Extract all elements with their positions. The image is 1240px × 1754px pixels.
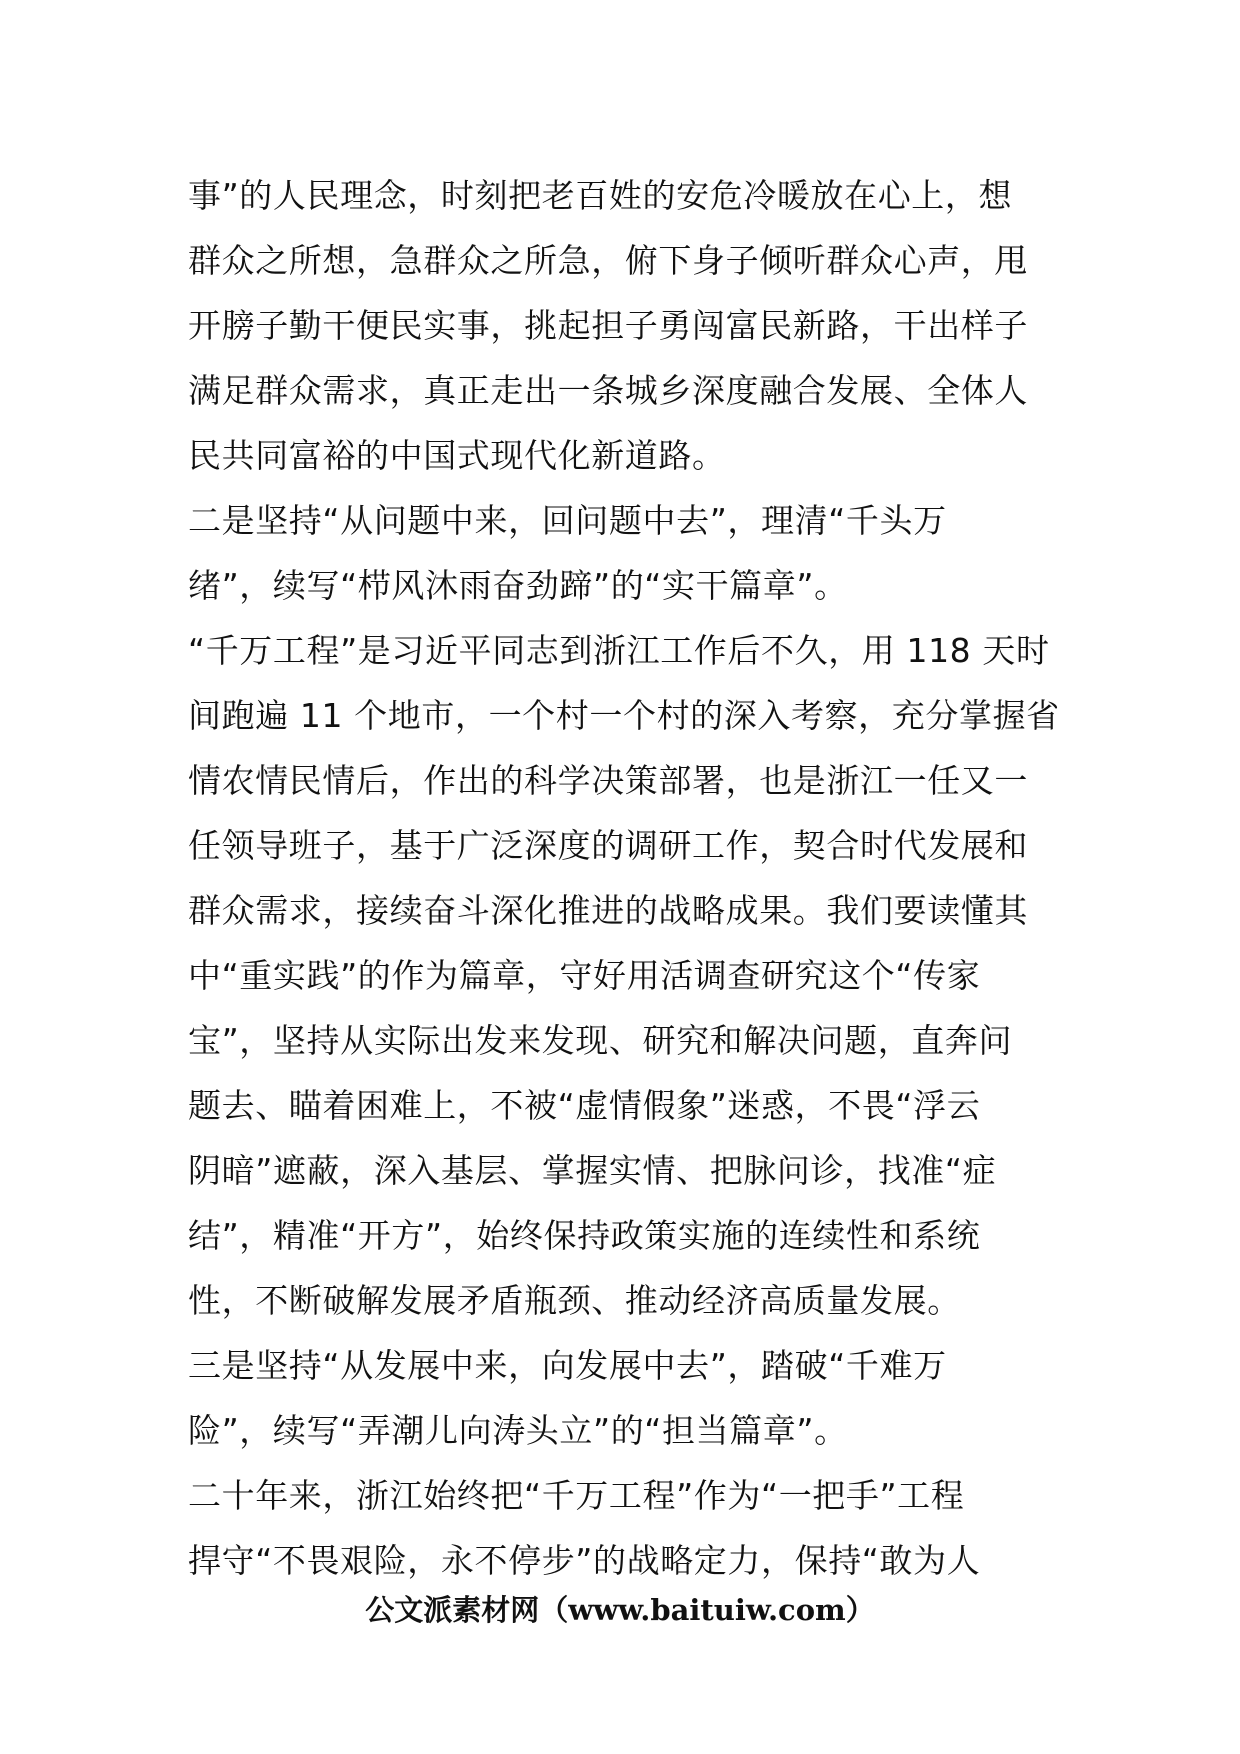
text-line: 群众之所想，急群众之所急，俯下身子倾听群众心声，甩	[188, 241, 1028, 280]
text-line: 中“重实践”的作为篇章，守好用活调查研究这个“传家	[188, 956, 981, 995]
text-line: 捍守“不畏艰险，永不停步”的战略定力，保持“敢为人	[188, 1541, 981, 1580]
section-heading-line: 三是坚持“从发展中来，向发展中去”，踏破“千难万	[188, 1346, 947, 1385]
text-line: 宝”，坚持从实际出发来发现、研究和解决问题，直奔问	[188, 1021, 1013, 1060]
text-line: 群众需求，接续奋斗深化推进的战略成果。我们要读懂其	[188, 891, 1028, 930]
section-heading-line: 险”，续写“弄潮儿向涛头立”的“担当篇章”。	[188, 1411, 848, 1450]
text-line: 阴暗”遮蔽，深入基层、掌握实情、把脉问诊，找准“症	[188, 1151, 997, 1190]
text-line: 间跑遍 11 个地市，一个村一个村的深入考察，充分掌握省	[188, 696, 1060, 735]
text-line: 二十年来，浙江始终把“千万工程”作为“一把手”工程	[188, 1476, 965, 1515]
text-line: 题去、瞄着困难上，不被“虚情假象”迷惑，不畏“浮云	[188, 1086, 981, 1125]
text-line: 满足群众需求，真正走出一条城乡深度融合发展、全体人	[188, 371, 1028, 410]
text-line: “千万工程”是习近平同志到浙江工作后不久，用 118 天时	[188, 631, 1050, 670]
text-line: 开膀子勤干便民实事，挑起担子勇闯富民新路，干出样子	[188, 306, 1028, 345]
text-line: 性，不断破解发展矛盾瓶颈、推动经济高质量发展。	[188, 1281, 961, 1320]
text-line: 民共同富裕的中国式现代化新道路。	[188, 436, 726, 475]
text-line: 任领导班子，基于广泛深度的调研工作，契合时代发展和	[188, 826, 1028, 865]
body-text	[188, 163, 1060, 1593]
text-line: 结”，精准“开方”，始终保持政策实施的连续性和系统	[188, 1216, 981, 1255]
text-line: 事”的人民理念，时刻把老百姓的安危冷暖放在心上，想	[188, 176, 1013, 215]
section-heading-line: 绪”，续写“栉风沐雨奋劲蹄”的“实干篇章”。	[188, 566, 848, 605]
page-footer: 公文派素材网（www.baituiw.com）	[365, 1593, 875, 1627]
section-heading-line: 二是坚持“从问题中来，回问题中去”，理清“千头万	[188, 501, 947, 540]
text-line: 情农情民情后，作出的科学决策部署，也是浙江一任又一	[188, 761, 1028, 800]
